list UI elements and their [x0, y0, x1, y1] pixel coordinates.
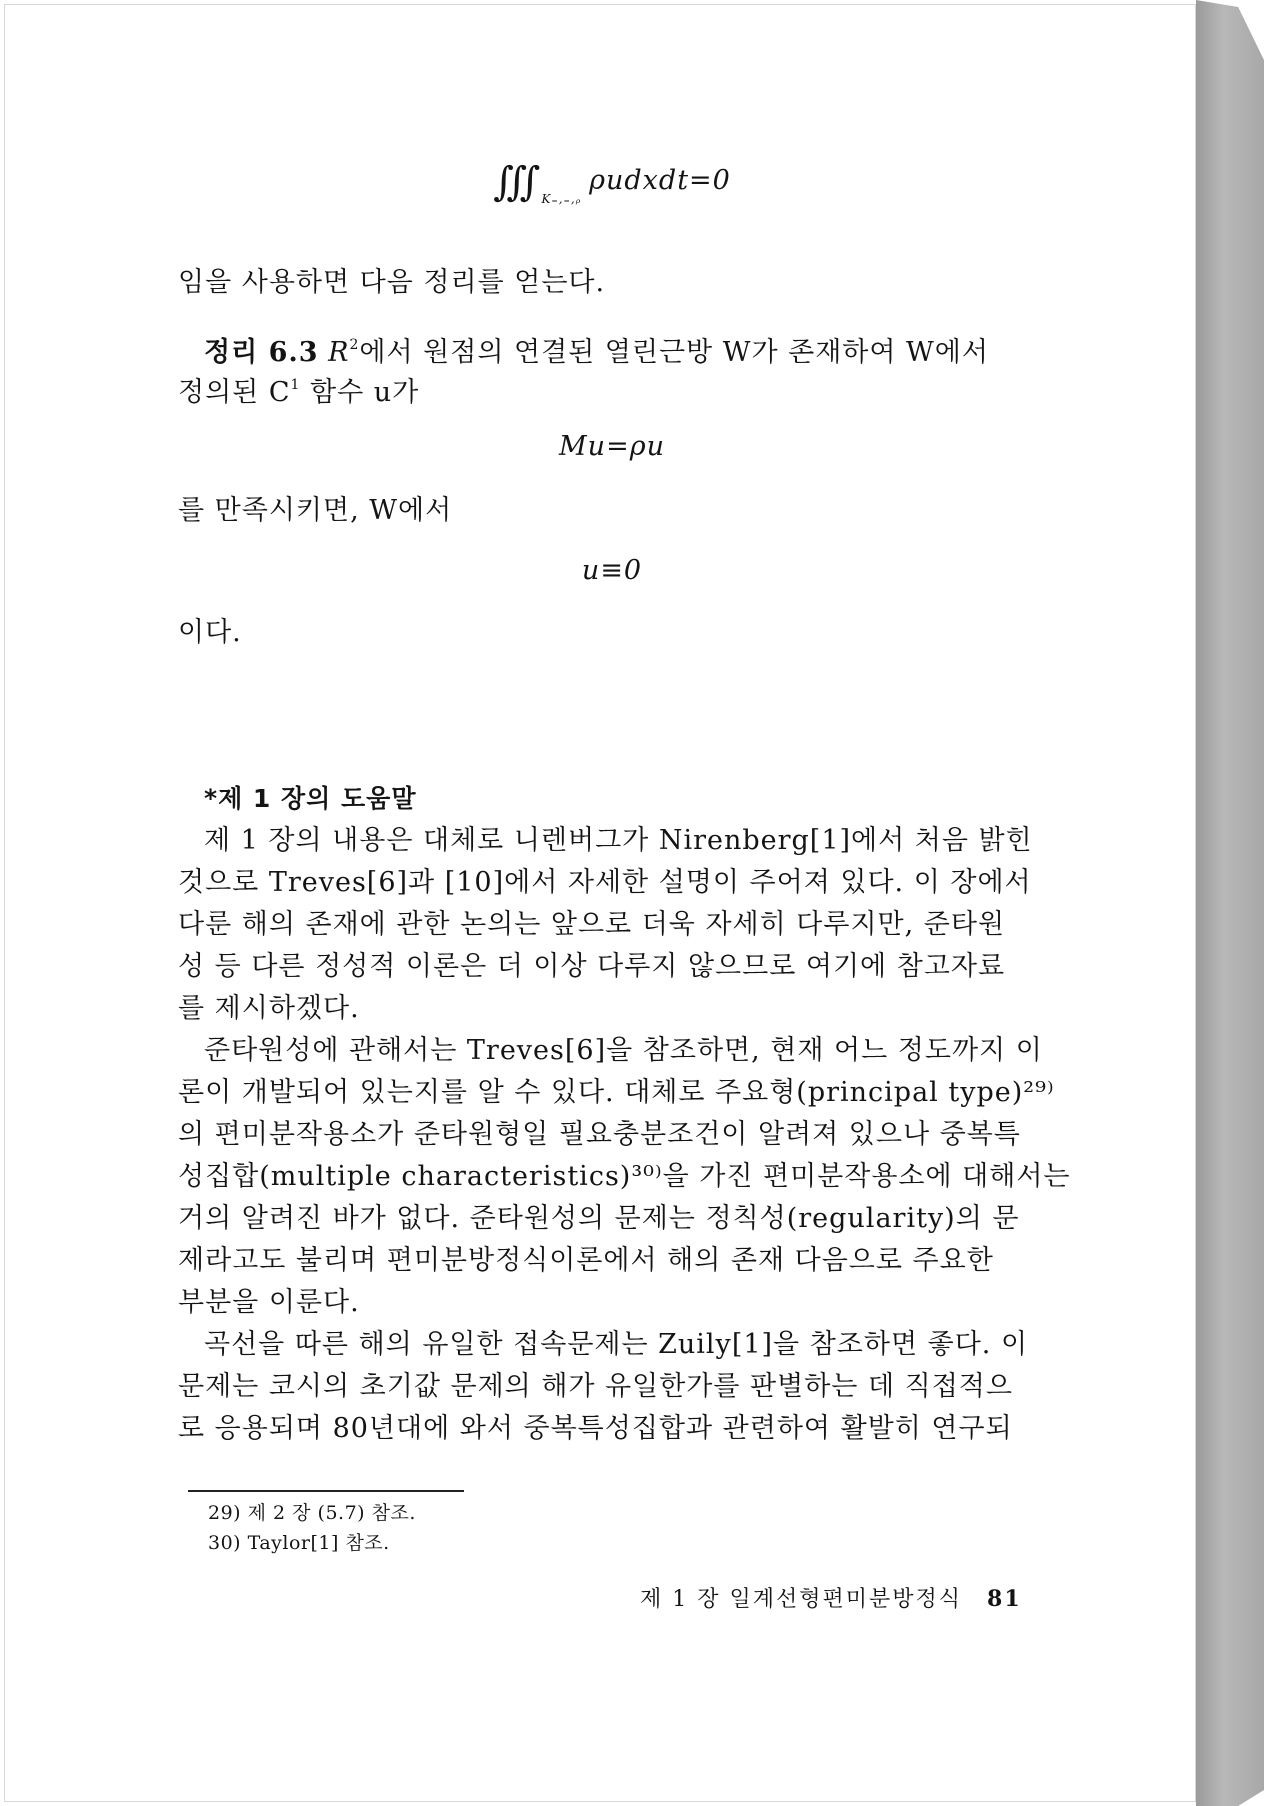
remark-line: 성 등 다른 정성적 이론은 더 이상 다루지 않으므로 여기에 참고자료 [178, 951, 1006, 982]
remark-line: 준타원성에 관해서는 Treves[6]을 참조하면, 현재 어느 정도까지 이 [204, 1035, 1043, 1066]
footnote-30: 30) Taylor[1] 참조. [208, 1532, 390, 1554]
theorem-label: 정리 6.3 [204, 337, 319, 368]
book-page [4, 4, 1196, 1802]
theorem-r-sup: 2 [349, 337, 360, 353]
theorem-line-2 [178, 368, 419, 410]
remark-line: 로 응용되며 80년대에 와서 중복특성집합과 관련하여 활발히 연구되 [178, 1413, 1013, 1444]
intro-line: 임을 사용하면 다음 정리를 얻는다. [178, 267, 606, 298]
remark-line: 문제는 코시의 초기값 문제의 해가 유일한가를 판별하는 데 직접적으 [178, 1371, 1013, 1402]
theorem-line-1 [204, 328, 989, 370]
footnote-divider [188, 1490, 464, 1492]
remark-line: 거의 알려진 바가 없다. 준타원성의 문제는 정칙성(regularity)의 문 [178, 1203, 1020, 1234]
book-edge [1196, 0, 1264, 1806]
remark-line: 의 편미분작용소가 준타원형일 필요충분조건이 알려져 있으나 중복특 [178, 1119, 1021, 1150]
integral-body: ρudxdt=0 [589, 165, 731, 196]
remark-line: 를 제시하겠다. [178, 993, 360, 1024]
remark-line: 제 1 장의 내용은 대체로 니렌버그가 Nirenberg[1]에서 처음 밝힌 [204, 825, 1033, 856]
footer-chapter: 제 1 장 일계선형편미분방정식 [640, 1587, 963, 1612]
remark-line: 성집합(multiple characteristics)³⁰⁾을 가진 편미분작용소에 대해서는 [178, 1161, 1071, 1192]
remark-line: 곡선을 따른 해의 유일한 접속문제는 Zuily[1]을 참조하면 좋다. 이 [204, 1329, 1029, 1360]
footnote-29: 29) 제 2 장 (5.7) 참조. [208, 1502, 416, 1524]
integral-subscript: K₌,₌,ᵨ [541, 192, 582, 206]
equation-u: u≡0 [581, 555, 643, 586]
satisfy-line: 를 만족시키면, W에서 [178, 495, 453, 526]
theorem-c-sup: 1 [290, 377, 301, 393]
remark-line: 다룬 해의 존재에 관한 논의는 앞으로 더욱 자세히 다루지만, 준타원 [178, 909, 1006, 940]
remark-line: 론이 개발되어 있는지를 알 수 있다. 대체로 주요형(principal type)²⁹⁾ [178, 1077, 1055, 1108]
remark-line: 제라고도 불리며 편미분방정식이론에서 해의 존재 다음으로 주요한 [178, 1245, 994, 1276]
remark-line: 것으로 Treves[6]과 [10]에서 자세한 설명이 주어져 있다. 이 장에서 [178, 867, 1032, 898]
theorem-r: R [328, 337, 350, 368]
end-line: 이다. [178, 617, 242, 648]
remark-line: 부분을 이룬다. [178, 1287, 360, 1318]
theorem-text-2b: 함수 u가 [300, 377, 420, 408]
equation-mu: Mu=ρu [559, 431, 665, 462]
triple-integral-symbol: ∭ [493, 159, 532, 205]
running-footer [640, 1582, 1022, 1617]
theorem-text-2a: 정의된 C [178, 377, 291, 408]
section-heading: *제 1 장의 도움말 [204, 784, 417, 813]
theorem-text: 에서 원점의 연결된 열린근방 W가 존재하여 W에서 [359, 337, 989, 368]
page-number: 81 [987, 1586, 1022, 1612]
equation-integral [182, 159, 1042, 216]
